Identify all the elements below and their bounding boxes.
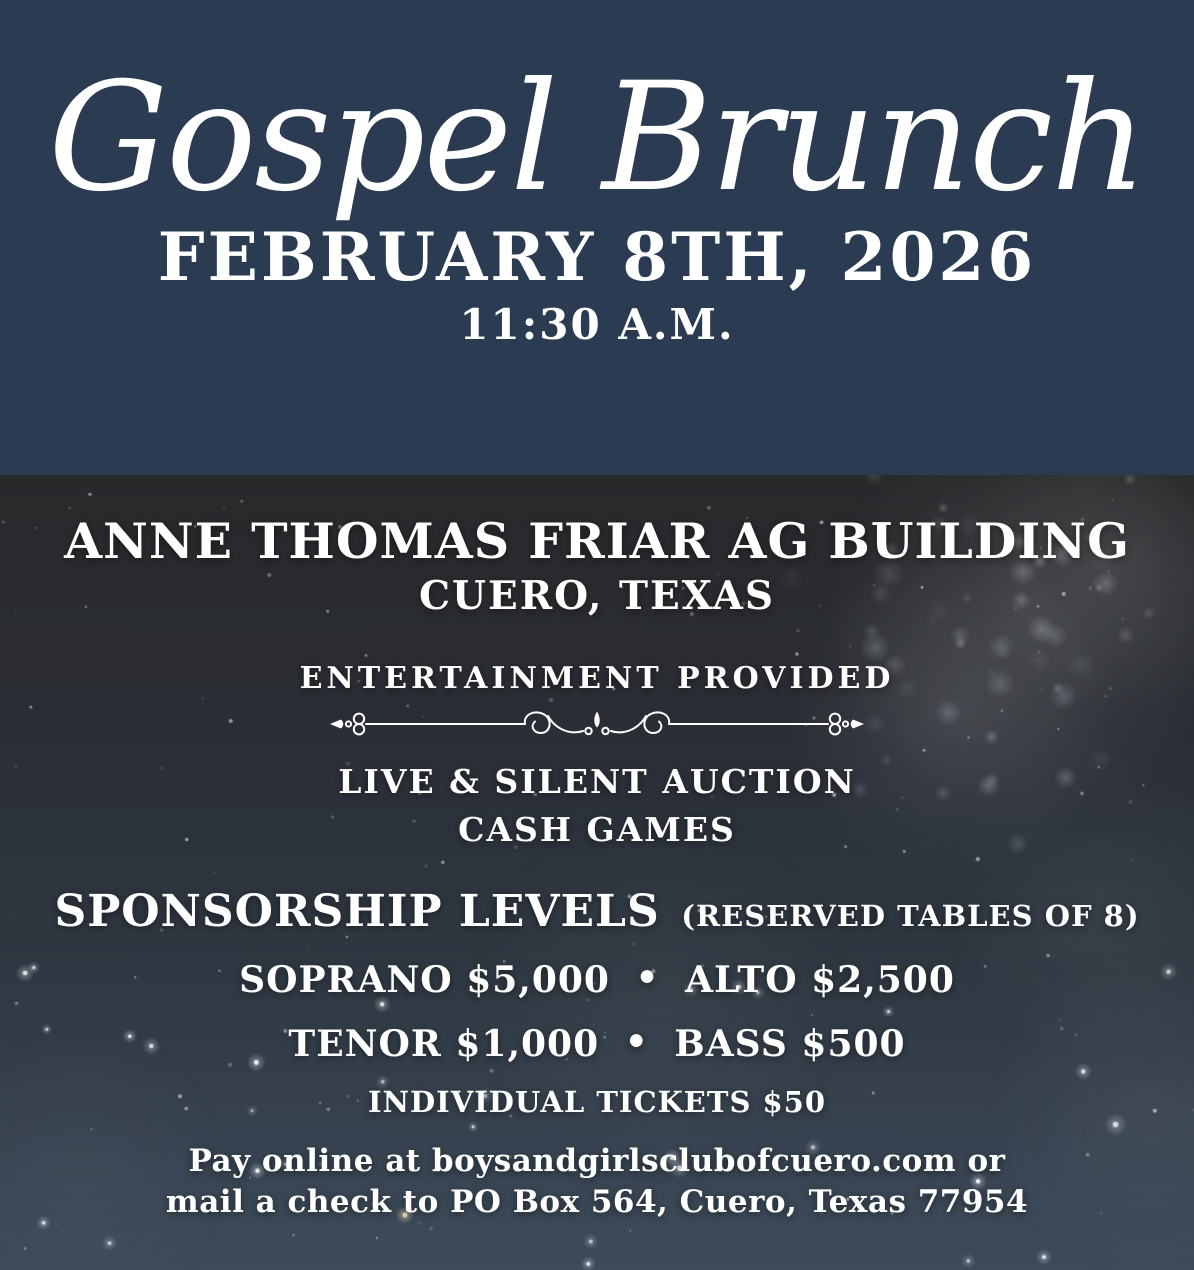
event-date: FEBRUARY 8TH, 2026 [157,218,1037,296]
bullet-separator: • [624,1020,649,1063]
event-title: Gospel Brunch [48,51,1146,225]
ornamental-divider-icon [327,706,867,742]
venue-name: ANNE THOMAS FRIAR AG BUILDING [64,512,1130,570]
level-alto-name: ALTO [685,958,798,1001]
level-bass-name: BASS [674,1022,788,1065]
entertainment-note: ENTERTAINMENT PROVIDED [299,660,895,696]
payment-instructions [0,1141,1194,1225]
sponsorship-note: (RESERVED TABLES OF 8) [681,898,1140,933]
level-bass-price: $500 [801,1022,906,1065]
sponsorship-heading-row [0,886,1194,937]
payment-line-1: Pay online at boysandgirlsclubofcuero.com or [188,1142,1006,1179]
payment-line-2: mail a check to PO Box 564, Cuero, Texas 77954 [165,1184,1029,1221]
venue-city: CUERO, TEXAS [418,572,776,619]
level-soprano-name: SOPRANO [239,958,453,1001]
cash-games-line: CASH GAMES [458,809,736,849]
bullet-separator: • [635,956,660,999]
level-alto-price: $2,500 [811,958,955,1001]
divider-row [0,706,1194,742]
level-tenor-price: $1,000 [455,1022,600,1065]
level-soprano-price: $5,000 [466,958,610,1001]
flyer-header [0,0,1194,475]
event-time: 11:30 A.M. [459,300,735,350]
activities-block [0,758,1194,854]
sky-content [0,475,1194,1224]
individual-tickets: INDIVIDUAL TICKETS $50 [367,1084,827,1119]
level-tenor-name: TENOR [288,1022,442,1065]
sponsor-levels-row-1 [0,956,1194,1001]
starry-sky-section [0,475,1194,1270]
sponsorship-heading: SPONSORSHIP LEVELS [54,885,660,937]
auction-line: LIVE & SILENT AUCTION [338,761,856,801]
sponsor-levels-row-2 [0,1020,1194,1065]
